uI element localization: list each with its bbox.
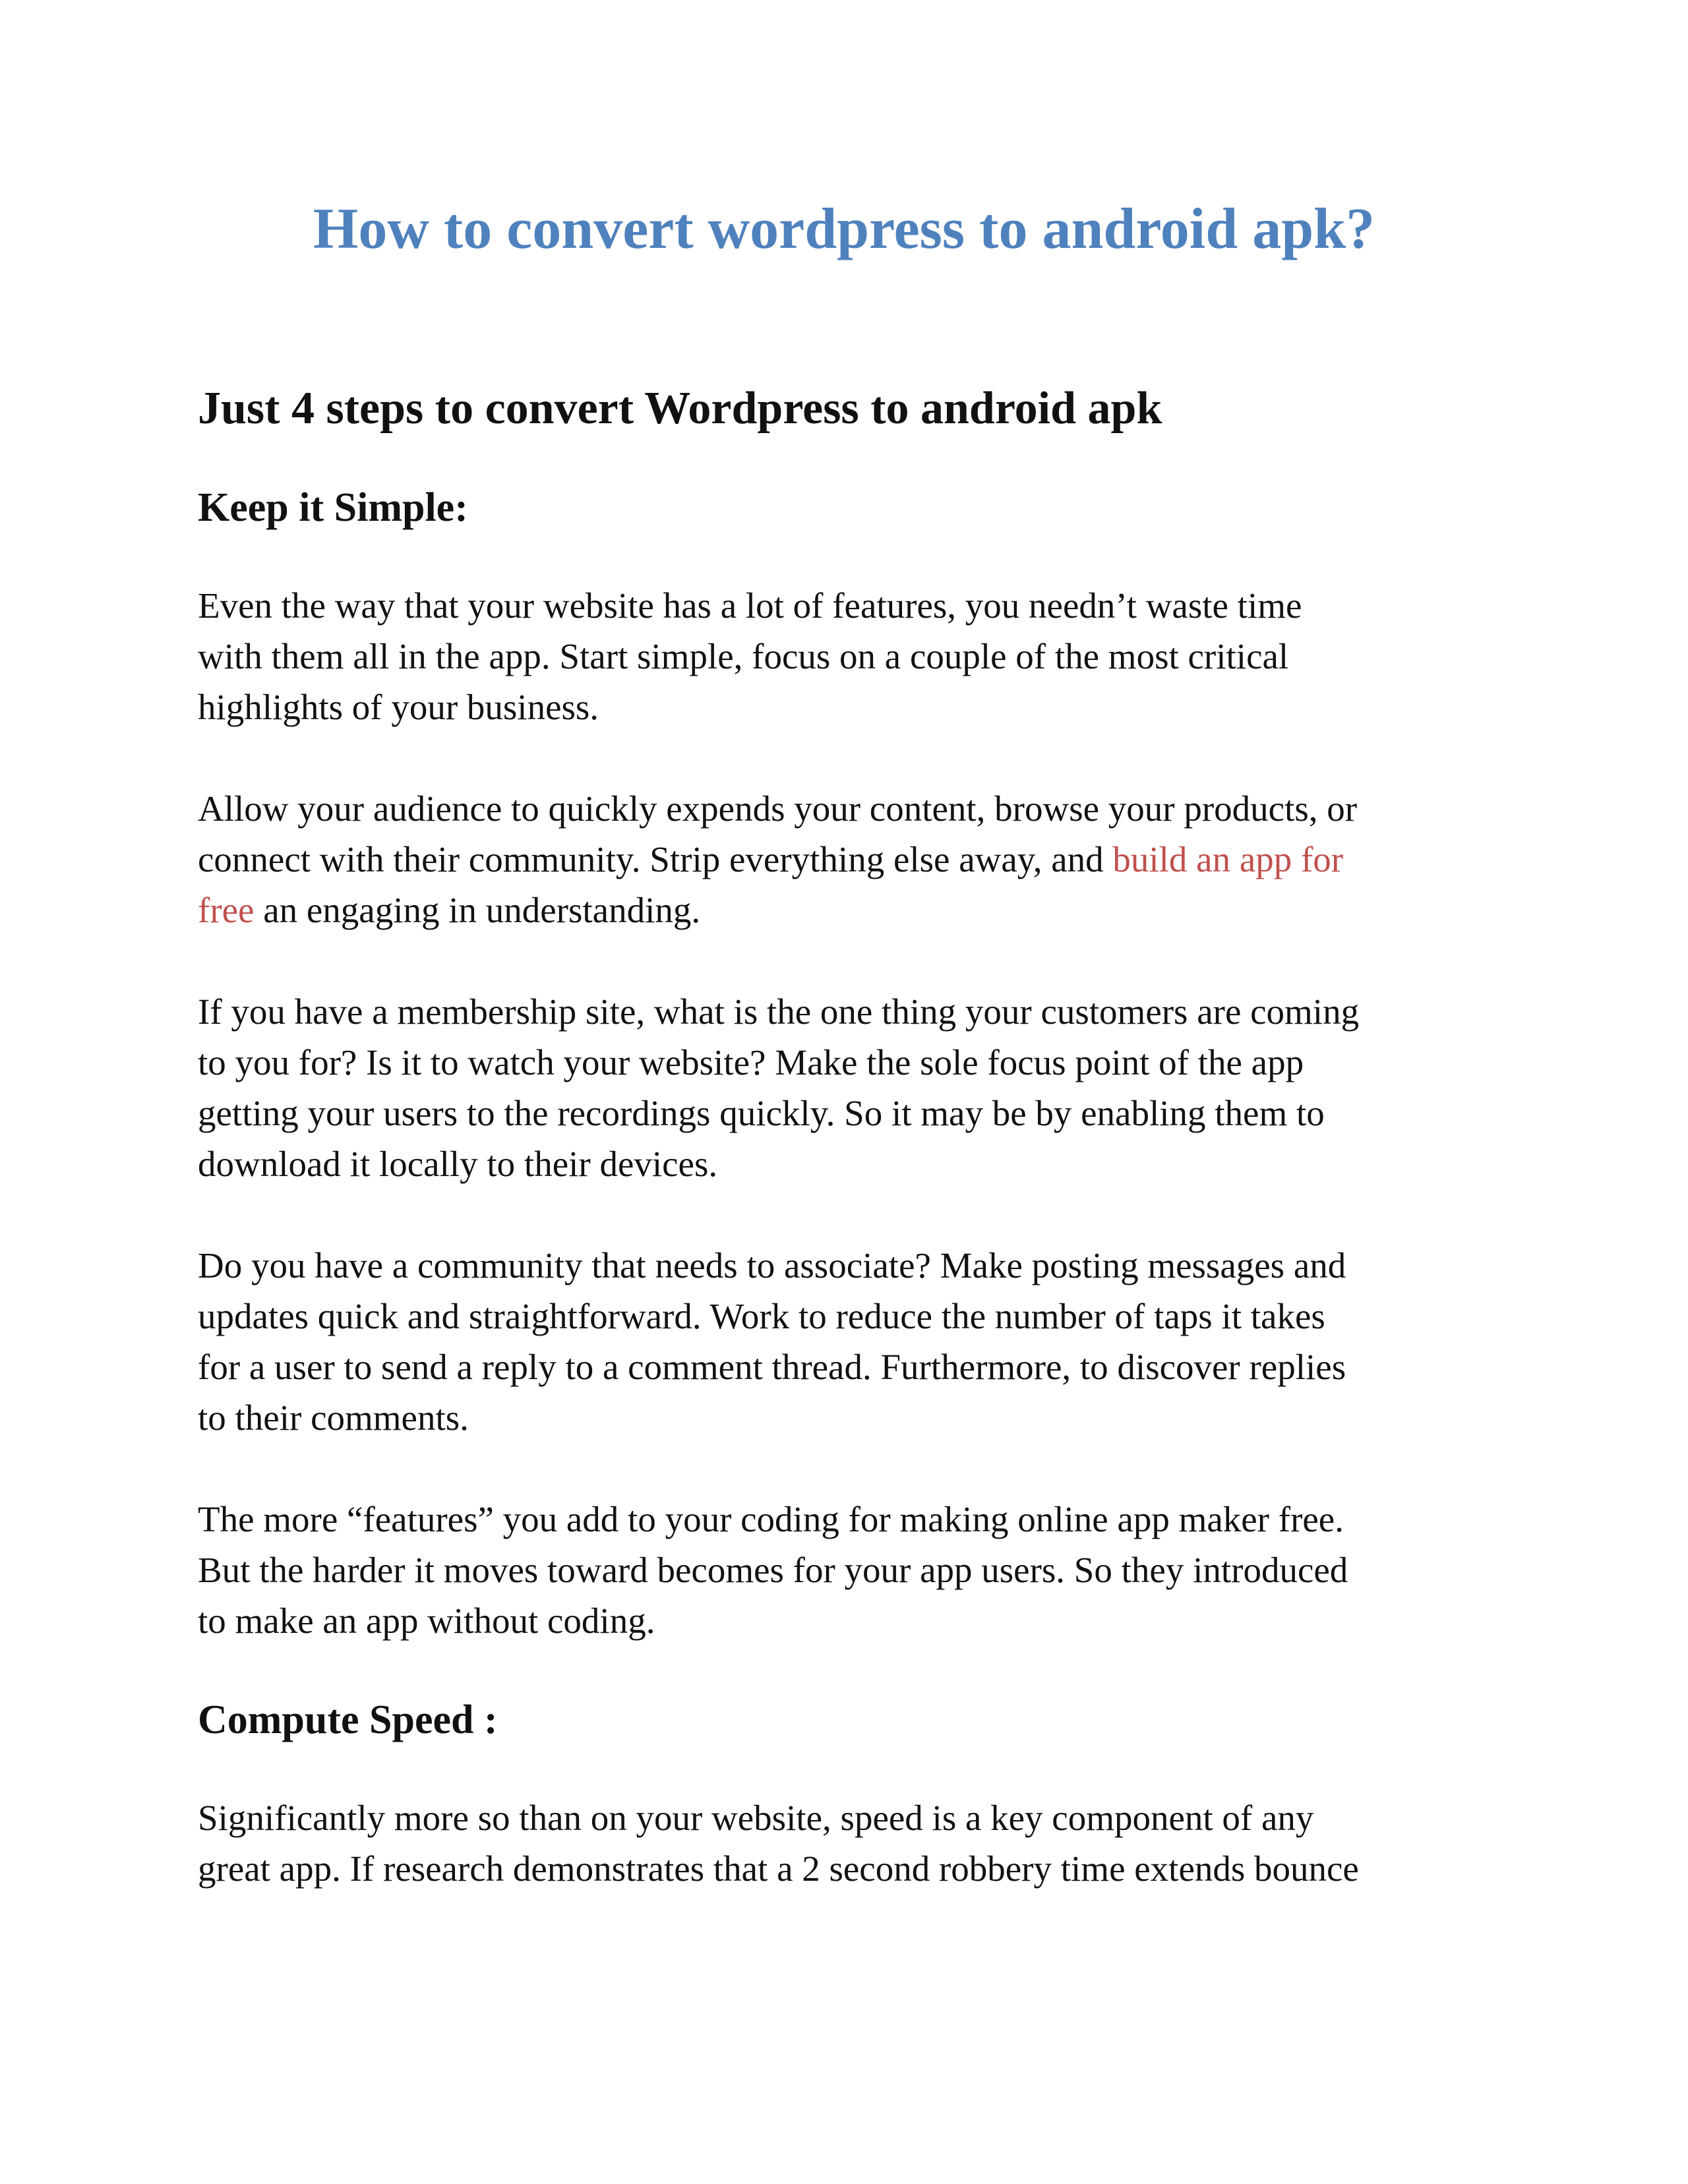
paragraph-3-line: download it locally to their devices. [198, 1143, 718, 1184]
paragraph-5 [198, 1494, 1517, 1646]
document-body [198, 382, 1517, 1894]
paragraph-4 [198, 1240, 1517, 1443]
paragraph-5-line: The more “features” you add to your coding for making online app maker free. [198, 1498, 1344, 1539]
paragraph-2-text: connect with their community. Strip everything else away, and [198, 839, 1113, 879]
build-app-link-continued[interactable]: free [198, 889, 255, 930]
section-heading-compute-speed: Compute Speed : [198, 1697, 498, 1742]
paragraph-2-line: Allow your audience to quickly expends your content, browse your products, or [198, 788, 1358, 829]
paragraph-3-line: If you have a membership site, what is the one thing your customers are coming [198, 991, 1360, 1032]
paragraph-5-line: to make an app without coding. [198, 1600, 655, 1641]
build-app-link[interactable]: build an app for [1112, 839, 1344, 879]
document-title: How to convert wordpress to android apk? [313, 197, 1375, 261]
paragraph-6 [198, 1792, 1517, 1894]
paragraph-4-line: Do you have a community that needs to associate? Make posting messages and [198, 1245, 1346, 1285]
paragraph-1-line: with them all in the app. Start simple, focus on a couple of the most critical [198, 635, 1289, 676]
paragraph-1 [198, 580, 1517, 732]
paragraph-2-line [198, 885, 1517, 935]
paragraph-6-line: great app. If research demonstrates that a 2 second robbery time extends bounce [198, 1848, 1359, 1889]
paragraph-1-line: Even the way that your website has a lot of features, you needn’t waste time [198, 585, 1302, 626]
paragraph-4-line: for a user to send a reply to a comment thread. Furthermore, to discover replies [198, 1346, 1346, 1387]
paragraph-3-line: getting your users to the recordings quickly. So it may be by enabling them to [198, 1092, 1325, 1133]
paragraph-4-line: updates quick and straightforward. Work to reduce the number of taps it takes [198, 1295, 1325, 1336]
paragraph-6-line: Significantly more so than on your website, speed is a key component of any [198, 1798, 1314, 1839]
paragraph-2-text: an engaging in understanding. [254, 889, 701, 930]
paragraph-5-line: But the harder it moves toward becomes for your app users. So they introduced [198, 1549, 1348, 1590]
paragraph-1-line: highlights of your business. [198, 686, 599, 727]
paragraph-2 [198, 783, 1517, 935]
section-heading-keep-simple: Keep it Simple: [198, 485, 468, 530]
paragraph-4-line: to their comments. [198, 1397, 469, 1438]
paragraph-3 [198, 986, 1517, 1189]
paragraph-3-line: to you for? Is it to watch your website? Make the sole focus point of the app [198, 1042, 1304, 1082]
main-heading: Just 4 steps to convert Wordpress to android apk [198, 383, 1162, 434]
paragraph-2-line [198, 834, 1517, 885]
